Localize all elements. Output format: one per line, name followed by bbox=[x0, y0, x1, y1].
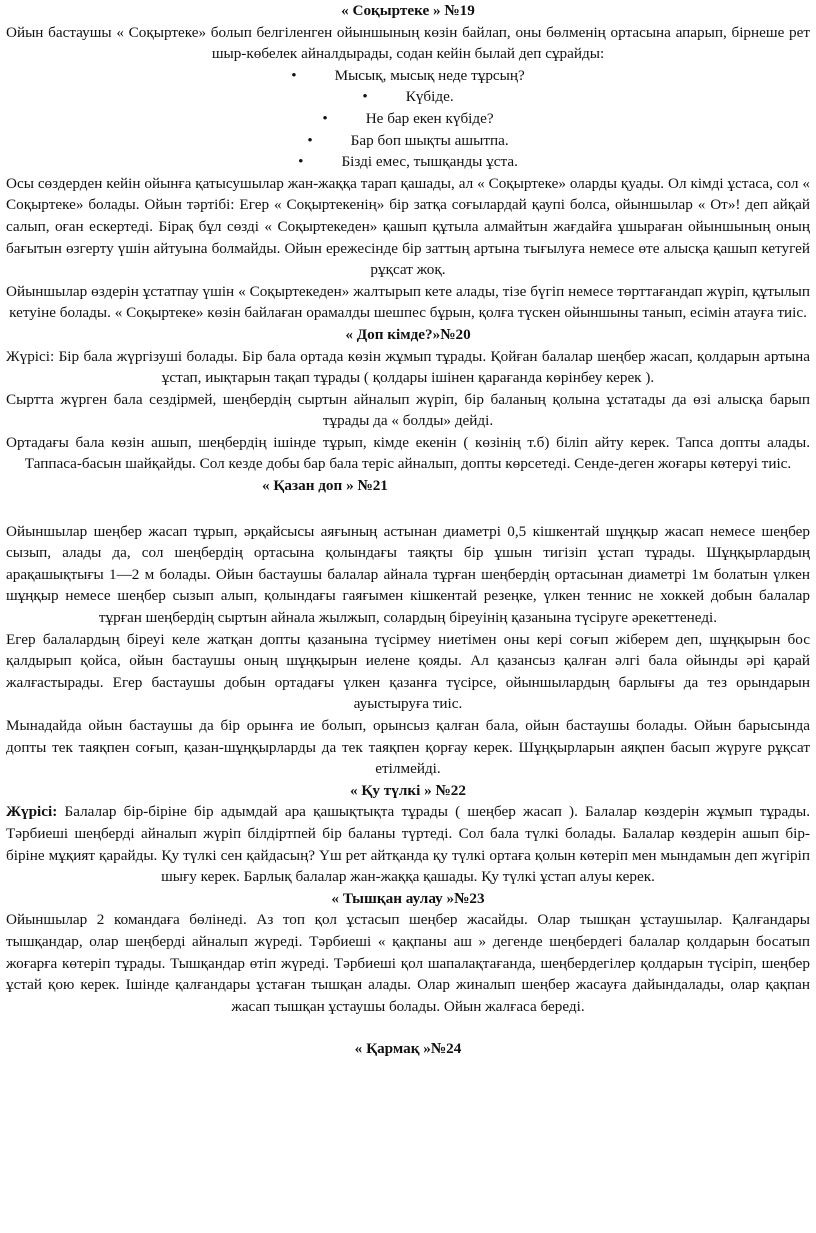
spacer bbox=[6, 1017, 810, 1038]
game-21-section bbox=[6, 475, 810, 780]
game-22-label: Жүрісі: bbox=[6, 803, 58, 821]
game-21-paragraph-1: Ойыншылар шеңбер жасап тұрып, әрқайсысы аяғының астынан диаметрі 0,5 кішкентай шұңқыр жасап немесе шеңбер сызып, алады да, сол шеңбердің ортасына қолындағы таяқты бір ұшын тигізіп ұстап тұрады. Шұңқырлардың арақашықтығы 1—2 м болады. Ойын бастаушы балалар айнала тұрған шеңбердің ортасынан диаметрі 1м болатын үлкен шұңқыр немесе шеңбер сызып алып, қолындағы гаяғымен кішкентай резеңке, үлкен теннис не хоккей добын балалар тұрған шеңбердің сыртын айнала жылжып, солардың біреуінің қазанына түсіруге әрекеттенеді. bbox=[6, 522, 810, 627]
game-21-title: « Қазан доп » №21 bbox=[262, 477, 388, 495]
game-22-text: Балалар бір-біріне бір адымдай ара қашықтықта тұрады ( шеңбер жасап ). Балалар көздерін жұмып тұрады. Тәрбиеші шеңберді айналып жүріп білдіртпей бір баланы түртеді. Сол бала түлкі болады. Балалар көздерін ашып бір-біріне мұқият қарайды. Қу түлкі сен қайдасың? Үш рет айтқанда қу түлкі ортаға қолын көтеріп мен мындамын деп жүгіріп шығу керек. Барлық балалар жан-жаққа қашады. Қу түлкі ұстап алуы керек. bbox=[6, 803, 810, 886]
list-item bbox=[6, 130, 810, 152]
game-20-title: « Доп кімде?»№20 bbox=[345, 325, 471, 343]
bullet-icon: • bbox=[298, 153, 304, 171]
game-22-section bbox=[6, 780, 810, 888]
game-20-paragraph-1: Жүрісі: Бір бала жүргізуші болады. Бір бала ортада көзін жұмып тұрады. Қойған балалар шеңбер жасап, қолдарын артына ұстап, иықтарын тақап тұрады ( қолдары ішінен қарағанда көрінбеу керек ). bbox=[6, 347, 810, 387]
bullet-icon: • bbox=[322, 109, 328, 127]
game-19-paragraph-2: Ойыншылар өздерін ұстатпау үшін « Соқыртекеден» жалтырып кете алады, тізе бүгіп немесе төрттағандап жүріп, құтылып кетуіне болады. « Соқыртеке» көзін байлаған орамалды шешпес бұрын, қолға түскен ойыншыны танып, есімін атауға тиіс. bbox=[6, 282, 810, 322]
game-21-paragraph-2: Егер балалардың біреуі келе жатқан допты қазанына түсірмеу ниетімен оны кері соғып жіберем деп, шұңқырын бос қалдырып қойса, ойын бастаушы оның шұңқырын иеленe қояды. Ал қазансыз қалған әлгі бала ойынды әрі қарай жалғастырады. Егер бастаушы добын ортадағы үлкен қазанға түсірсе, ойыншылардың барлығы да тез орындарын ауыстыруға тиіс. bbox=[6, 630, 810, 713]
game-19-section bbox=[6, 0, 810, 324]
list-item-text: Күбіде. bbox=[405, 88, 454, 106]
game-20-section bbox=[6, 324, 810, 475]
spacer bbox=[6, 497, 810, 521]
list-item bbox=[6, 65, 810, 87]
game-24-section bbox=[6, 1017, 810, 1060]
game-19-title: « Соқыртеке » №19 bbox=[341, 2, 475, 19]
game-23-paragraph-1: Ойыншылар 2 командаға бөлінеді. Аз топ қол ұстасып шеңбер жасайды. Олар тышқан ұстаушылар. Қалғандары тышқандар, олар шеңберді айналып жүреді. Тәрбиеші « қақпаны аш » дегенде шеңбердегі балалар қолдарын босатып жоғарға көтеріп тұрады. Тышқандар өтіп жүреді. Тәрбиеші қол шапалақтағанда, шеңбердегілер қолдарын түсіріп, шеңбер ұстай қою керек. Ішінде қалғандары ұстаған тышқан алады. Олар жиналып шеңбер жасауға дайындалады, олар қақпан жасап тышқан ұстаушы болады. Ойын жалғаса береді. bbox=[6, 911, 810, 1015]
game-22-paragraph-1 bbox=[6, 801, 810, 887]
game-23-title: « Тышқан аулау »№23 bbox=[331, 889, 485, 907]
list-item bbox=[6, 108, 810, 130]
game-19-dialogue-list bbox=[6, 65, 810, 173]
game-23-section bbox=[6, 888, 810, 1018]
game-22-title: « Қу түлкі » №22 bbox=[350, 781, 466, 799]
game-21-paragraph-3: Мынадайда ойын бастаушы да бір орынға ие болып, орынсыз қалған бала, ойын бастаушы болады. Ойын барысында допты тек таяқпен соғып, қазан-шұңқырларды да тек таяқпен қорғау керек. Шұңқырларын аяқпен басып жүруге рұқсат етілмейді. bbox=[6, 717, 810, 778]
game-20-paragraph-2: Сыртта жүрген бала сездірмей, шеңбердің сыртын айналып жүріп, бір баланың қолына ұстатады да өзі алысқа барып тұрады да « болды» дейді. bbox=[6, 390, 810, 430]
game-19-intro: Ойын бастаушы « Соқыртеке» болып белгіленген ойыншының көзін байлап, оны бөлменің ортасына апарып, бірнеше рет шыр-көбелек айналдырады, содан кейін былай деп сұрайды: bbox=[6, 23, 810, 63]
bullet-icon: • bbox=[291, 66, 297, 84]
game-24-title: « Қармақ »№24 bbox=[354, 1040, 462, 1058]
bullet-icon: • bbox=[307, 131, 313, 149]
game-19-paragraph-1: Осы сөздерден кейін ойынға қатысушылар жан-жаққа тарап қашады, ал « Соқыртеке» оларды қуады. Ол кімді ұстаса, сол « Соқыртеке» болады. Ойын тәртібі: Егер « Соқыртекенің» бір затқа соғылардай қаупі болса, ойыншылар « От»! деп айқай салып, оған ескертеді. Бірақ бұл сөзді « Соқыртекеден» қашып құтыла алмайтын жағдайға ұшыраған ойыншының оның бағытын өзгерту үшін айтуына болмайды. Ойын ережесінде бір заттың артына тығылуға немесе өте алысқа қашып кетугей рұқсат жоқ. bbox=[6, 174, 810, 279]
list-item-text: Не бар екен күбіде? bbox=[365, 109, 494, 127]
game-20-paragraph-3: Ортадағы бала көзін ашып, шеңбердің ішінде тұрып, кімде екенін ( көзінің т.б) біліп айту керек. Тапса допты алады. Таппаса-басын шайқайды. Сол кезде добы бар бала теріс айналып, допты көрсетеді. Сенде-деген жоғары көтеруі тиіс. bbox=[6, 433, 810, 473]
list-item-text: Бізді емес, тышқанды ұста. bbox=[341, 153, 518, 171]
list-item-text: Бар боп шықты ашытпа. bbox=[350, 131, 509, 149]
list-item bbox=[6, 86, 810, 108]
bullet-icon: • bbox=[362, 88, 368, 106]
list-item-text: Мысық, мысық неде тұрсың? bbox=[334, 66, 525, 84]
list-item bbox=[6, 151, 810, 173]
